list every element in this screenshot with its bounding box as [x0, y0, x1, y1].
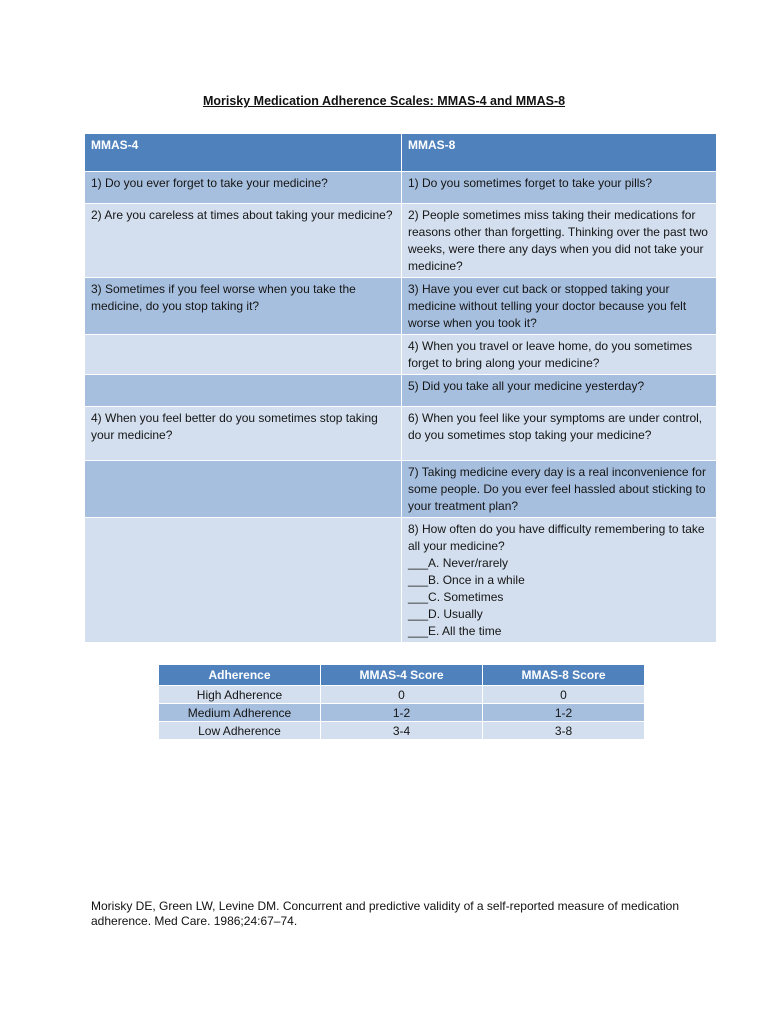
- citation-text: Morisky DE, Green LW, Levine DM. Concurrent and predictive validity of a self-reported measure of medication adherence. Med Care. 1986;24:67–74.: [91, 899, 680, 928]
- mmas4-score: 3-4: [321, 722, 483, 740]
- adherence-level: Medium Adherence: [159, 704, 321, 722]
- table-row: [85, 461, 717, 518]
- answer-option: ___E. All the time: [408, 624, 502, 638]
- mmas8-question-5: 5) Did you take all your medicine yesterday?: [402, 375, 717, 407]
- table-row: [85, 278, 717, 335]
- mmas8-question-2: 2) People sometimes miss taking their medications for reasons other than forgetting. Thinking over the past two weeks, were there any days when you did not take your medicine?: [402, 204, 717, 278]
- table-row: [159, 704, 645, 722]
- answer-option: ___B. Once in a while: [408, 573, 525, 587]
- adherence-score-table: [158, 664, 645, 740]
- answer-option: ___A. Never/rarely: [408, 556, 509, 570]
- answer-option: ___D. Usually: [408, 607, 483, 621]
- column-header-mmas8: MMAS-8: [402, 134, 717, 172]
- mmas8-question-7: 7) Taking medicine every day is a real inconvenience for some people. Do you ever feel hassled about sticking to your treatment plan?: [402, 461, 717, 518]
- table-row: [159, 686, 645, 704]
- mmas4-empty-cell: [85, 335, 402, 375]
- column-header-mmas4: MMAS-4: [85, 134, 402, 172]
- question-8-text: 8) How often do you have difficulty remembering to take all your medicine?: [408, 522, 705, 553]
- mmas8-score: 1-2: [483, 704, 645, 722]
- mmas8-question-3: 3) Have you ever cut back or stopped taking your medicine without telling your doctor because you felt worse when you took it?: [402, 278, 717, 335]
- mmas8-question-4: 4) When you travel or leave home, do you sometimes forget to bring along your medicine?: [402, 335, 717, 375]
- table-row: [85, 518, 717, 643]
- mmas8-question-8: [402, 518, 717, 643]
- mmas4-question-4: 4) When you feel better do you sometimes stop taking your medicine?: [85, 407, 402, 461]
- table-row: [85, 172, 717, 204]
- table-row: [85, 204, 717, 278]
- score-header-mmas8: MMAS-8 Score: [483, 665, 645, 686]
- mmas4-score: 0: [321, 686, 483, 704]
- mmas4-question-2: 2) Are you careless at times about taking your medicine?: [85, 204, 402, 278]
- adherence-level: High Adherence: [159, 686, 321, 704]
- mmas4-empty-cell: [85, 461, 402, 518]
- score-header-adherence: Adherence: [159, 665, 321, 686]
- table-row: [85, 407, 717, 461]
- table-row: [85, 375, 717, 407]
- mmas4-question-1: 1) Do you ever forget to take your medicine?: [85, 172, 402, 204]
- mmas8-question-6: 6) When you feel like your symptoms are under control, do you sometimes stop taking your medicine?: [402, 407, 717, 461]
- table-row: [85, 335, 717, 375]
- table-row: [159, 722, 645, 740]
- mmas8-score: 0: [483, 686, 645, 704]
- mmas4-score: 1-2: [321, 704, 483, 722]
- adherence-level: Low Adherence: [159, 722, 321, 740]
- table-header-row: [85, 134, 717, 172]
- answer-option: ___C. Sometimes: [408, 590, 504, 604]
- page-title: Morisky Medication Adherence Scales: MMAS-4 and MMAS-8: [202, 94, 566, 108]
- mmas4-empty-cell: [85, 518, 402, 643]
- score-table-header-row: [159, 665, 645, 686]
- mmas4-empty-cell: [85, 375, 402, 407]
- mmas8-score: 3-8: [483, 722, 645, 740]
- mmas-questions-table: [84, 133, 717, 643]
- mmas8-question-1: 1) Do you sometimes forget to take your pills?: [402, 172, 717, 204]
- score-header-mmas4: MMAS-4 Score: [321, 665, 483, 686]
- mmas4-question-3: 3) Sometimes if you feel worse when you take the medicine, do you stop taking it?: [85, 278, 402, 335]
